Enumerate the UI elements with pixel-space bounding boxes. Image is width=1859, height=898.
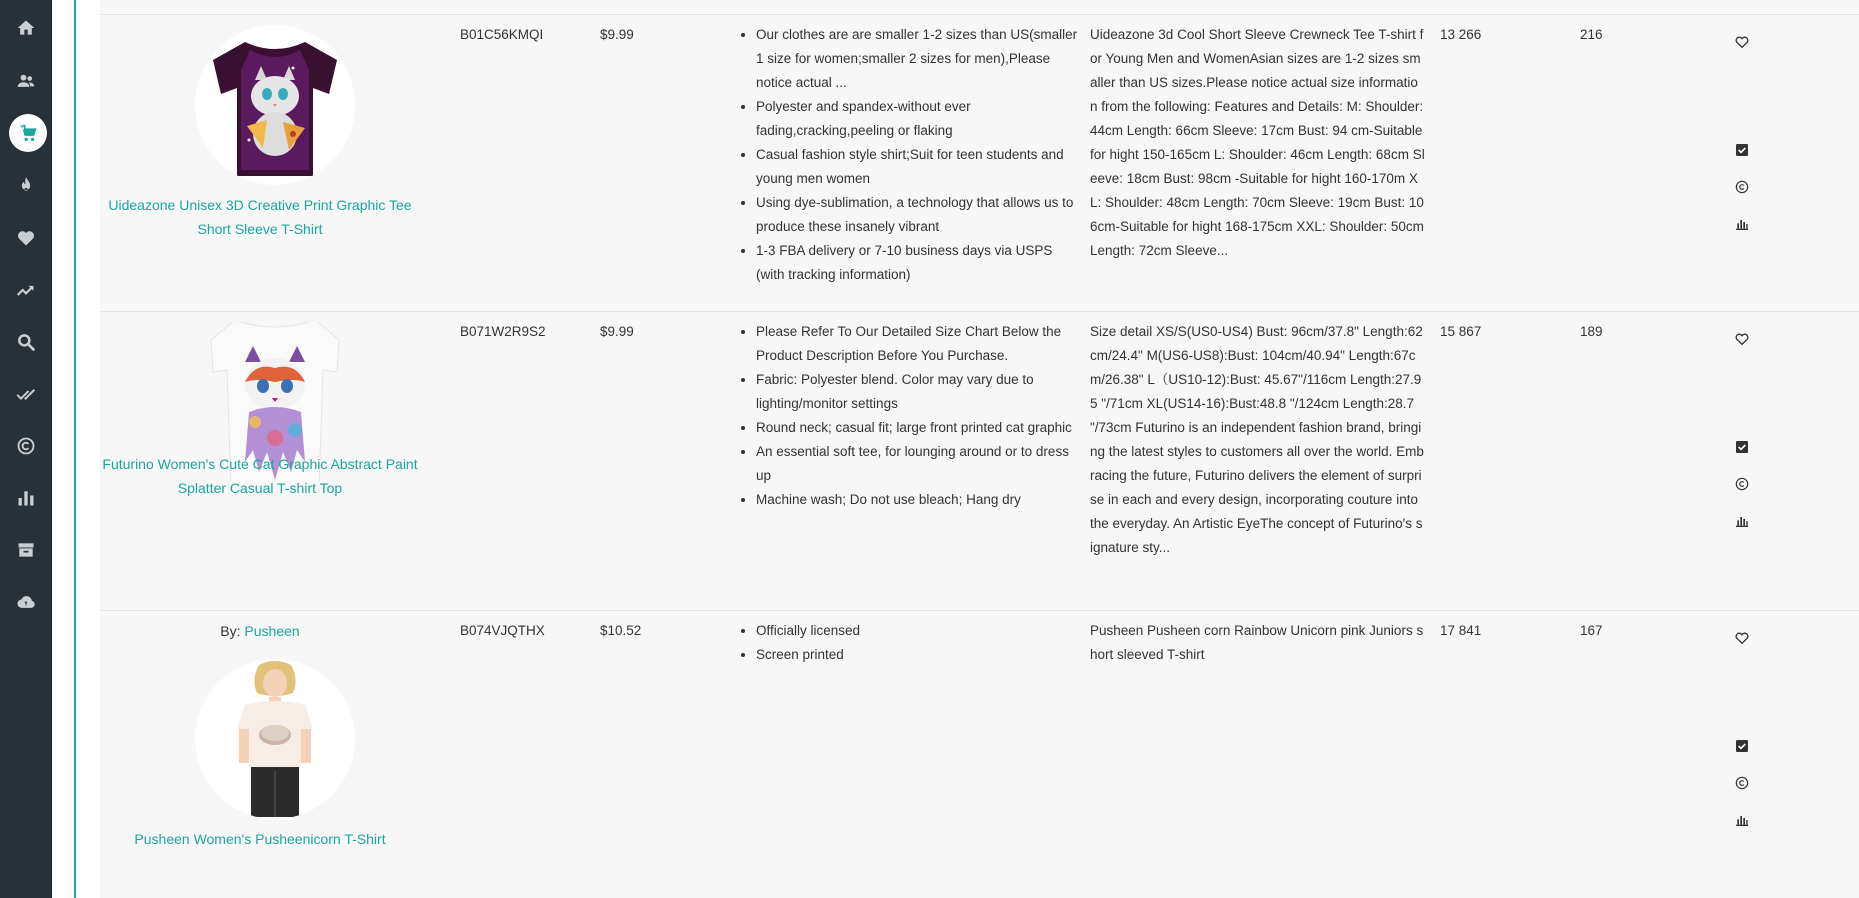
by-label: By: [220,623,241,639]
bar-chart-icon[interactable] [1734,513,1750,529]
checkbox-icon[interactable] [1734,142,1750,158]
bsr-rank: 15 867 [1440,324,1482,339]
bullet-point: • Round neck; casual fit; large front printed cat graphic [756,416,1081,440]
sidebar-item-trademark[interactable] [0,426,51,466]
bullet-point: • Officially licensed [756,619,1081,643]
product-image[interactable] [195,25,355,185]
bullet-point: • Using dye-sublimation, a technology that allows us to produce these insanely vibrant [756,191,1081,239]
heart-icon [16,228,36,248]
bsr-rank: 13 266 [1440,27,1482,42]
sidebar-item-home[interactable] [0,8,51,48]
table-row [100,15,1859,312]
cloud-icon [16,592,36,612]
product-title-link[interactable]: Uideazone Unisex 3D Creative Print Graphic Tee Short Sleeve T-Shirt [108,197,412,237]
home-icon [16,18,36,38]
fire-icon [16,175,36,195]
sidebar-item-analytics[interactable] [0,478,51,518]
sidebar-item-checked[interactable] [0,374,51,414]
sidebar-item-search[interactable] [0,322,51,362]
sidebar [0,0,52,898]
bar-chart-icon [16,488,36,508]
trending-icon [16,280,36,300]
sidebar-item-cloud[interactable] [0,582,51,622]
copyright-icon[interactable] [1734,476,1750,492]
bullet-point: • Screen printed [756,643,1081,667]
sidebar-item-products[interactable] [0,113,51,153]
bar-chart-icon[interactable] [1734,812,1750,828]
price: $9.99 [600,27,634,42]
bullet-points [740,23,1081,287]
brand-line [100,619,420,643]
review-count: 216 [1580,27,1603,42]
table-row [100,312,1859,611]
bullet-point: • 1-3 FBA delivery or 7-10 business days via USPS (with tracking information) [756,239,1081,287]
price: $9.99 [600,324,634,339]
price: $10.52 [600,623,642,638]
copyright-icon[interactable] [1734,179,1750,195]
product-description: Uideazone 3d Cool Short Sleeve Crewneck Tee T-shirt for Young Men and WomenAsian sizes are 1-2 sizes smaller than US sizes.Please notice actual size information from the following: Features and Details: M: Shoulder: 44cm Length: 66cm Sleeve: 17cm Bust: 94 cm-Suitable for hight 150-165cm L: Shoulder: 46cm Length: 68cm Sleeve: 18cm Bust: 98cm -Suitable for hight 160-170m XL: Shoulder: 48cm Length: 70cm Sleeve: 19cm Bust: 106cm-Suitable for hight 168-175cm XXL: Shoulder: 50cm Length: 72cm Sleeve... [1090,27,1425,258]
brand-link[interactable]: Pusheen [244,623,300,639]
sidebar-item-archive[interactable] [0,530,51,570]
copyright-icon [16,436,36,456]
cart-icon [17,122,39,144]
accent-line [74,0,76,898]
asin[interactable]: B074VJQTHX [460,623,545,638]
sidebar-item-trends[interactable] [0,270,51,310]
search-icon [16,332,36,352]
bullet-point: • Fabric: Polyester blend. Color may vary due to lighting/monitor settings [756,368,1081,416]
checkbox-icon[interactable] [1734,439,1750,455]
copyright-icon[interactable] [1734,775,1750,791]
checkbox-icon[interactable] [1734,738,1750,754]
product-image[interactable] [195,659,355,819]
sidebar-item-favorites[interactable] [0,218,51,258]
bullet-point: • Polyester and spandex-without ever fading,cracking,peeling or flaking [756,95,1081,143]
archive-icon [16,540,36,560]
bullet-point: • Casual fashion style shirt;Suit for teen students and young men women [756,143,1081,191]
sidebar-item-users[interactable] [0,61,51,101]
bsr-rank: 17 841 [1440,623,1482,638]
asin[interactable]: B01C56KMQI [460,27,544,42]
product-title-link[interactable]: Futurino Women's Cute Cat Graphic Abstract Paint Splatter Casual T-shirt Top [102,456,418,496]
heart-outline-icon[interactable] [1734,331,1750,347]
bullet-point: • Please Refer To Our Detailed Size Chart Below the Product Description Before You Purchase. [756,320,1081,368]
product-description: Pusheen Pusheen corn Rainbow Unicorn pink Juniors short sleeved T-shirt [1090,623,1424,662]
review-count: 167 [1580,623,1603,638]
heart-outline-icon[interactable] [1734,34,1750,50]
bullet-points [740,619,1081,667]
product-description: Size detail XS/S(US0-US4) Bust: 96cm/37.8" Length:62cm/24.4" M(US6-US8):Bust: 104cm/40.94" Length:67cm/26.38" L（US10-12):Bust: 45.67"/116cm Length:27.95 "/71cm XL(US14-16):Bust:48.8 "/124cm Length:28.7 "/73cm Futurino is an independent fashion brand, bringing the latest styles to customers all over the world. Embracing the future, Futurino delivers the element of surprise in each and every design, incorporating couture into the everyday. An Artistic EyeThe concept of Futurino's signature sty... [1090,324,1424,555]
asin[interactable]: B071W2R9S2 [460,324,546,339]
product-table [100,0,1859,898]
double-check-icon [16,384,36,404]
review-count: 189 [1580,324,1603,339]
bullet-point: • Machine wash; Do not use bleach; Hang dry [756,488,1081,512]
bar-chart-icon[interactable] [1734,216,1750,232]
users-icon [16,71,36,91]
bullet-point: • An essential soft tee, for lounging around or to dress up [756,440,1081,488]
heart-outline-icon[interactable] [1734,630,1750,646]
sidebar-item-trending[interactable] [0,165,51,205]
table-row [100,611,1859,898]
active-indicator [9,114,47,152]
product-title-link[interactable]: Pusheen Women's Pusheenicorn T-Shirt [134,831,386,847]
bullet-points [740,320,1081,512]
bullet-point: • Our clothes are are smaller 1-2 sizes than US(smaller 1 size for women;smaller 2 sizes for men),Please notice actual ... [756,23,1081,95]
